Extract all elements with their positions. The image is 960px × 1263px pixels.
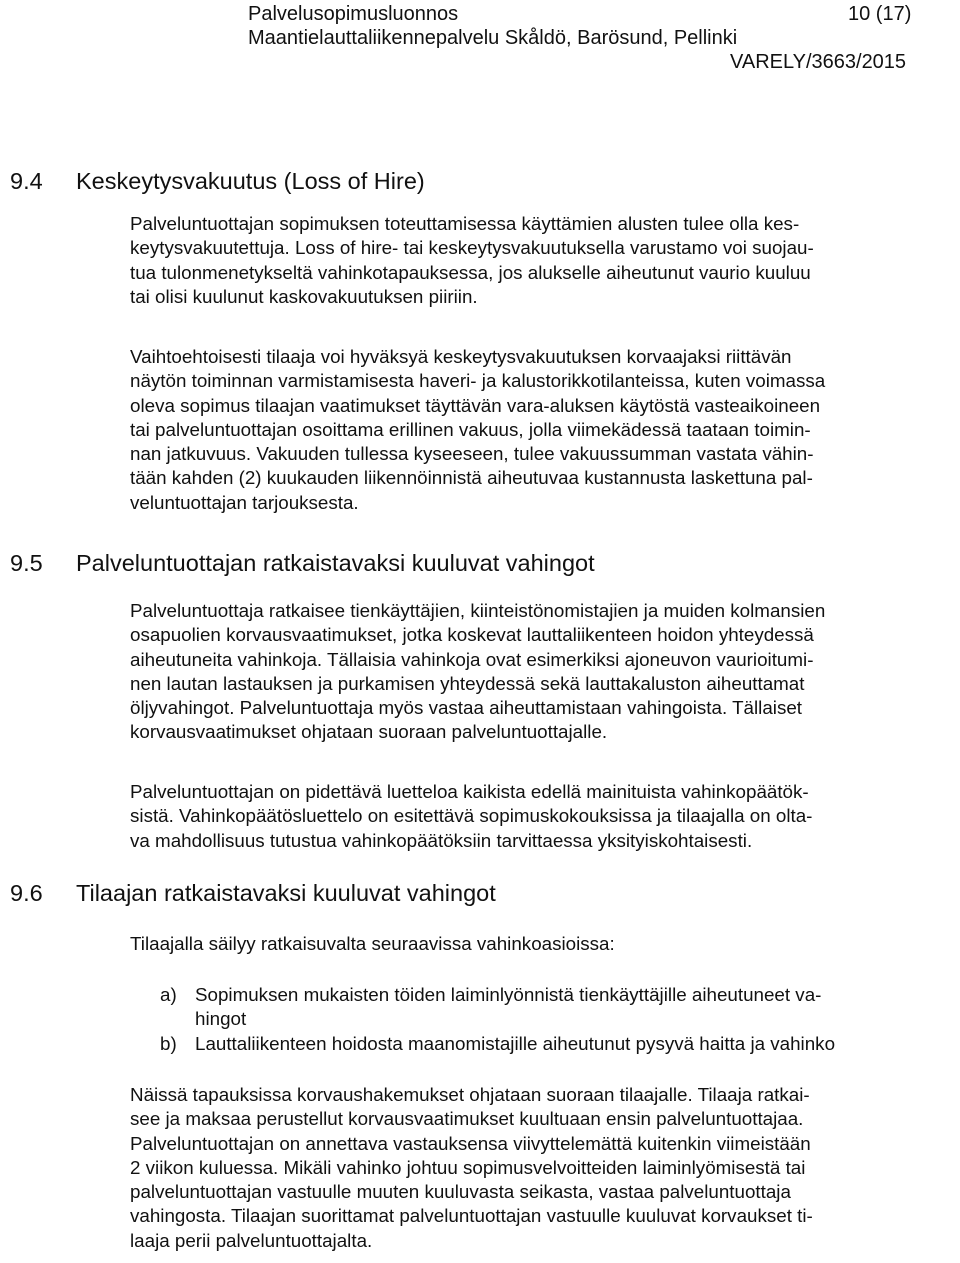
text-line: Palveluntuottajan sopimuksen toteuttamisessa käyttämien alusten tulee olla kes- [130, 213, 800, 234]
text-line: Palveluntuottajan on annettava vastauksensa viivyttelemättä kuitenkin viimeistään [130, 1132, 811, 1154]
text-line: tai palveluntuottajan osoittama erillinen vakuus, jolla viimekädessä taataan toimin- [130, 418, 811, 440]
text-line: vahingosta. Tilaajan suorittamat palveluntuottajan vastuulle kuuluvat korvaukset ti- [130, 1205, 813, 1227]
text-line: sistä. Vahinkopäätösluettelo on esitettävä sopimuskokouksissa ja tilaajalla on olta- [130, 805, 813, 827]
text-line: öljyvahingot. Palveluntuottaja myös vastaa aiheuttamistaan vahingoista. Tällaiset [130, 697, 802, 719]
text-line: Sopimuksen mukaisten töiden laiminlyönnistä tienkäyttäjille aiheutuneet va- [195, 984, 822, 1005]
section-number: 9.5 [10, 550, 43, 576]
text-line: tua tulonmenetykseltä vahinkotapauksessa, jos alukselle aiheutunut vaurio kuuluu [130, 261, 811, 283]
document-title: Palvelusopimusluonnos [248, 3, 459, 25]
text-line: korvausvaatimukset ohjataan suoraan palveluntuottajalle. [130, 721, 608, 743]
section-title: Tilaajan ratkaistavaksi kuuluvat vahingot [76, 880, 496, 906]
service-name: Maantielauttaliikennepalvelu Skåldö, Barösund, Pellinki [248, 27, 738, 49]
section-number: 9.6 [10, 880, 43, 906]
text-line: nen lautan lastauksen ja purkamisen yhteydessä sekä lauttakaluston aiheuttamat [130, 672, 805, 694]
text-line: laaja perii palveluntuottajalta. [130, 1229, 373, 1251]
text-line: see ja maksaa perustellut korvausvaatimukset kuultuaan ensin palveluntuottajaa. [130, 1108, 804, 1130]
text-line: tään kahden (2) kuukauden liikennöinnistä aiheutuvaa kustannusta laskettuna pal- [130, 467, 813, 489]
paragraph [130, 599, 825, 745]
text-line: Näissä tapauksissa korvaushakemukset ohjataan suoraan tilaajalle. Tilaaja ratkai- [130, 1084, 810, 1105]
text-line: tai olisi kuulunut kaskovakuutuksen piiriin. [130, 285, 478, 307]
section-heading-9-5 [10, 548, 595, 578]
paragraph [130, 780, 812, 853]
section-heading-9-4 [10, 166, 425, 196]
text-line: hingot [195, 1008, 247, 1030]
text-line: Palveluntuottaja ratkaisee tienkäyttäjien, kiinteistönomistajien ja muiden kolmansien [130, 600, 826, 621]
text-line: nan jatkuvuus. Vakuuden tullessa kyseeseen, tulee vakuussumman vastata vähin- [130, 443, 814, 465]
text-line: aiheutuneita vahinkoja. Tällaisia vahinkoja ovat esimerkiksi ajoneuvon vaurioitumi- [130, 648, 814, 670]
list-item [160, 983, 821, 1032]
text-line: oleva sopimus tilaajan vaatimukset täyttävän vara-aluksen käytöstä vasteaikoineen [130, 394, 821, 416]
section-number: 9.4 [10, 168, 43, 194]
text-line: näytön toiminnan varmistamisesta haveri- ja kalustorikkotilanteissa, kuten voimassa [130, 370, 826, 392]
document-reference: VARELY/3663/2015 [730, 51, 907, 73]
text-line: 2 viikon kuluessa. Mikäli vahinko johtuu sopimusvelvoitteiden laiminlyömisestä tai [130, 1156, 806, 1178]
text-line: veluntuottajan tarjouksesta. [130, 491, 359, 513]
text-line: Palveluntuottajan on pidettävä luetteloa kaikista edellä mainituista vahinkopäätök- [130, 781, 809, 802]
paragraph [130, 1083, 813, 1253]
list-marker: a) [160, 984, 177, 1005]
list-marker: b) [160, 1033, 177, 1054]
section-title: Keskeytysvakuutus (Loss of Hire) [76, 168, 425, 194]
text-line: va mahdollisuus tutustua vahinkopäätöksiin tarvittaessa yksityiskohtaisesti. [130, 829, 753, 851]
section-intro: Tilaajalla säilyy ratkaisuvalta seuraavissa vahinkoasioissa: [130, 933, 615, 954]
text-line: keytysvakuutettuja. Loss of hire- tai keskeytysvakuutuksella varustamo voi suojau- [130, 237, 814, 259]
list-item [160, 1032, 835, 1056]
text-line: Lauttaliikenteen hoidosta maanomistajille aiheutunut pysyvä haitta ja vahinko [195, 1033, 836, 1054]
text-line: osapuolien korvausvaatimukset, jotka koskevat lauttaliikenteen hoidon yhteydessä [130, 624, 814, 646]
page-number: 10 (17) [848, 3, 912, 25]
paragraph [130, 345, 825, 515]
paragraph [130, 212, 814, 309]
section-title: Palveluntuottajan ratkaistavaksi kuuluvat vahingot [76, 550, 595, 576]
section-heading-9-6 [10, 878, 496, 908]
text-line: palveluntuottajan vastuulle muuten kuuluvasta seikasta, vastaa palveluntuottaja [130, 1181, 791, 1203]
text-line: Vaihtoehtoisesti tilaaja voi hyväksyä keskeytysvakuutuksen korvaajaksi riittävän [130, 346, 792, 367]
